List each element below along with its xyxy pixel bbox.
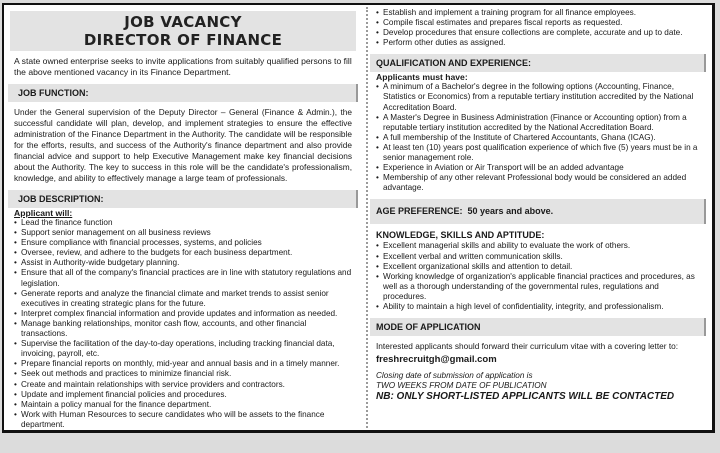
list-item: • Assist in Authority-wide budgetary planning. [14, 258, 352, 268]
list-item: • A Master's Degree in Business Administration (Finance or Accounting option) from a reputable tertiary institution accredited by the National Accreditation Board. [376, 113, 704, 133]
title-block [10, 11, 356, 51]
left-column [4, 5, 362, 430]
knowledge-list [370, 241, 712, 312]
job-description-subheading: Applicant will: [14, 208, 73, 218]
qualification-subheading: Applicants must have: [376, 72, 468, 83]
list-item: • Generate reports and analyze the financial climate and market trends to assist senior executives in creating strategic plans for the future. [14, 289, 352, 309]
list-item: • Oversee, review, and adhere to the budgets for each business department. [14, 248, 352, 258]
list-item: • Excellent organizational skills and attention to detail. [376, 262, 704, 272]
list-item: • Manage banking relationships, monitor cash flow, accounts, and other financial transactions. [14, 319, 352, 339]
job-description-list [4, 218, 362, 430]
application-instruction: Interested applicants should forward their curriculum vitae with a covering letter to: [376, 341, 679, 352]
closing-date-line1: Closing date of submission of application is [376, 371, 533, 381]
list-item: • Ability to maintain a high level of confidentiality, integrity, and professionalism. [376, 302, 704, 312]
list-item: • Working knowledge of organization's applicable financial practices and procedures, as well as a thorough understanding of the governmental rules, regulations and procedures. [376, 272, 704, 302]
job-function-heading: JOB FUNCTION: [8, 84, 358, 102]
list-item: • Seek out methods and practices to minimize financial risk. [14, 369, 352, 379]
list-item: • Lead the finance function [14, 218, 352, 228]
list-item: • Support senior management on all business reviews [14, 228, 352, 238]
list-item: • Create and maintain relationships with service providers and contractors. [14, 380, 352, 390]
nb-notice: NB: ONLY SHORT-LISTED APPLICANTS WILL BE CONTACTED [376, 391, 675, 403]
list-item: • A full membership of the Institute of Chartered Accountants, Ghana (ICAG). [376, 133, 704, 143]
list-item: • Perform other duties as assigned. [376, 38, 704, 48]
age-preference-box [370, 199, 706, 224]
column-divider [366, 7, 368, 428]
job-description-heading: JOB DESCRIPTION: [8, 190, 358, 208]
list-item: • At least ten (10) years post qualification experience of which five (5) years must be in a senior management role. [376, 143, 704, 163]
list-item: • A minimum of a Bachelor's degree in the following options (Accounting, Finance, Statistics or Economics) from a reputable tertiary institution accredited by the National Accreditation Board. [376, 82, 704, 112]
knowledge-heading: KNOWLEDGE, SKILLS AND APTITUDE: [376, 230, 545, 241]
job-description-list-continued [370, 5, 712, 48]
list-item: • Update and implement financial policies and procedures. [14, 390, 352, 400]
list-item: • Prepare financial reports on monthly, mid-year and annual basis and in a timely manner. [14, 359, 352, 369]
age-preference-label: AGE PREFERENCE: [376, 206, 463, 217]
list-item: • Ensure compliance with financial processes, systems, and policies [14, 238, 352, 248]
list-item: • Interpret complex financial information and provide updates and information as needed. [14, 309, 352, 319]
list-item: • Experience in Aviation or Air Transport will be an added advantage [376, 163, 704, 173]
qualification-list [370, 82, 712, 193]
list-item: • Maintain a policy manual for the finance department. [14, 400, 352, 410]
age-preference-value: 50 years and above. [467, 206, 554, 217]
closing-date-line2: TWO WEEKS FROM DATE OF PUBLICATION [376, 381, 547, 391]
title-job-vacancy: JOB VACANCY [124, 13, 242, 31]
list-item: • Excellent verbal and written communication skills. [376, 252, 704, 262]
list-item: • Establish and implement a training program for all finance employees. [376, 8, 704, 18]
list-item: • Excellent managerial skills and ability to evaluate the work of others. [376, 241, 704, 251]
right-column [370, 5, 712, 430]
list-item: • Work with Human Resources to secure candidates who will be assets to the finance department. [14, 410, 352, 430]
list-item: • Membership of any other relevant Professional body would be considered an added advantage. [376, 173, 704, 193]
job-advert-sheet [2, 3, 715, 433]
application-email-link[interactable]: freshrecruitgh@gmail.com [376, 354, 497, 366]
list-item: • Compile fiscal estimates and prepares fiscal reports as requested. [376, 18, 704, 28]
list-item: • Ensure that all of the company's financial practices are in line with statutory regulations and legislation. [14, 268, 352, 288]
list-item: • Supervise the facilitation of the day-to-day operations, including tracking financial data, invoicing, payroll, etc. [14, 339, 352, 359]
list-item: • Develop procedures that ensure collections are complete, accurate and up to date. [376, 28, 704, 38]
title-position: DIRECTOR OF FINANCE [83, 31, 283, 49]
intro-text: A state owned enterprise seeks to invite applications from suitably qualified persons to fill the above mentioned vacancy in its Finance Department. [14, 56, 352, 77]
qualification-heading: QUALIFICATION AND EXPERIENCE: [370, 54, 706, 72]
job-function-body: Under the General supervision of the Deputy Director – General (Finance & Admin.), the successful candidate will plan, develop, and implement strategies to ensure the effective administration of the Finance Department in the Authority. The candidate will be responsible for the efforts, results, and success of the Authority's finance department and also provide financial advice and support to help Executive Management make key financial decisions about the Authority. The key to success in this role will be the candidate's professionalism, knowledge, and ability to effectively manage a large team of professionals. [14, 107, 352, 183]
application-heading: MODE OF APPLICATION [370, 318, 706, 336]
